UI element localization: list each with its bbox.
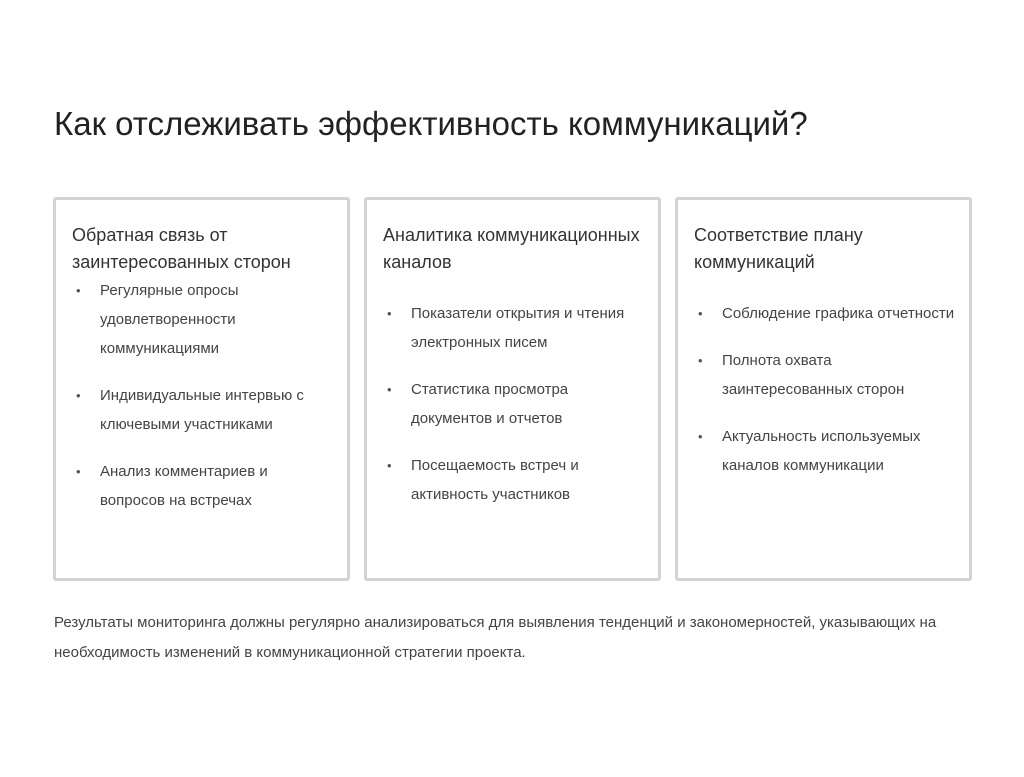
list-item-text: Статистика просмотра документов и отчетов [411,381,569,427]
bullet-icon: • [76,388,81,403]
list-item [72,381,333,439]
list-item-text: Соблюдение графика отчетности [722,305,955,322]
list-item-text: Посещаемость встреч и активность участников [411,457,579,503]
list-item [694,299,955,328]
list-item [694,422,955,480]
list-item-text: Индивидуальные интервью с ключевыми участниками [100,387,304,433]
card-list [383,299,644,509]
list-item [72,457,333,515]
list-item-text: Актуальность используемых каналов коммуникации [722,428,921,474]
bullet-icon: • [76,464,81,479]
bullet-icon: • [698,306,703,321]
card-title: Аналитика коммуникационных каналов [383,225,640,272]
list-item [72,276,333,363]
card-title: Соответствие плану коммуникаций [694,225,863,272]
list-item-text: Показатели открытия и чтения электронных писем [411,305,625,351]
list-item-text: Регулярные опросы удовлетворенности коммуникациями [100,282,239,357]
footer-note: Результаты мониторинга должны регулярно анализироваться для выявления тенденций и закономерностей, указывающих на необходимость изменений в коммуникационной стратегии проекта. [54,614,937,661]
card-list [72,276,333,515]
list-item-text: Анализ комментариев и вопросов на встречах [100,463,268,509]
card-title: Обратная связь от заинтересованных сторон [72,225,291,272]
bullet-icon: • [387,458,392,473]
bullet-icon: • [76,283,81,298]
bullet-icon: • [698,353,703,368]
card-list [694,299,955,480]
bullet-icon: • [387,382,392,397]
bullet-icon: • [698,429,703,444]
card-stakeholder-feedback [53,197,350,581]
list-item [383,375,644,433]
list-item-text: Полнота охвата заинтересованных сторон [722,352,905,398]
card-plan-compliance [675,197,972,581]
list-item [694,346,955,404]
bullet-icon: • [387,306,392,321]
card-channel-analytics [364,197,661,581]
list-item [383,299,644,357]
slide-title: Как отслеживать эффективность коммуникаций? [54,105,808,142]
list-item [383,451,644,509]
